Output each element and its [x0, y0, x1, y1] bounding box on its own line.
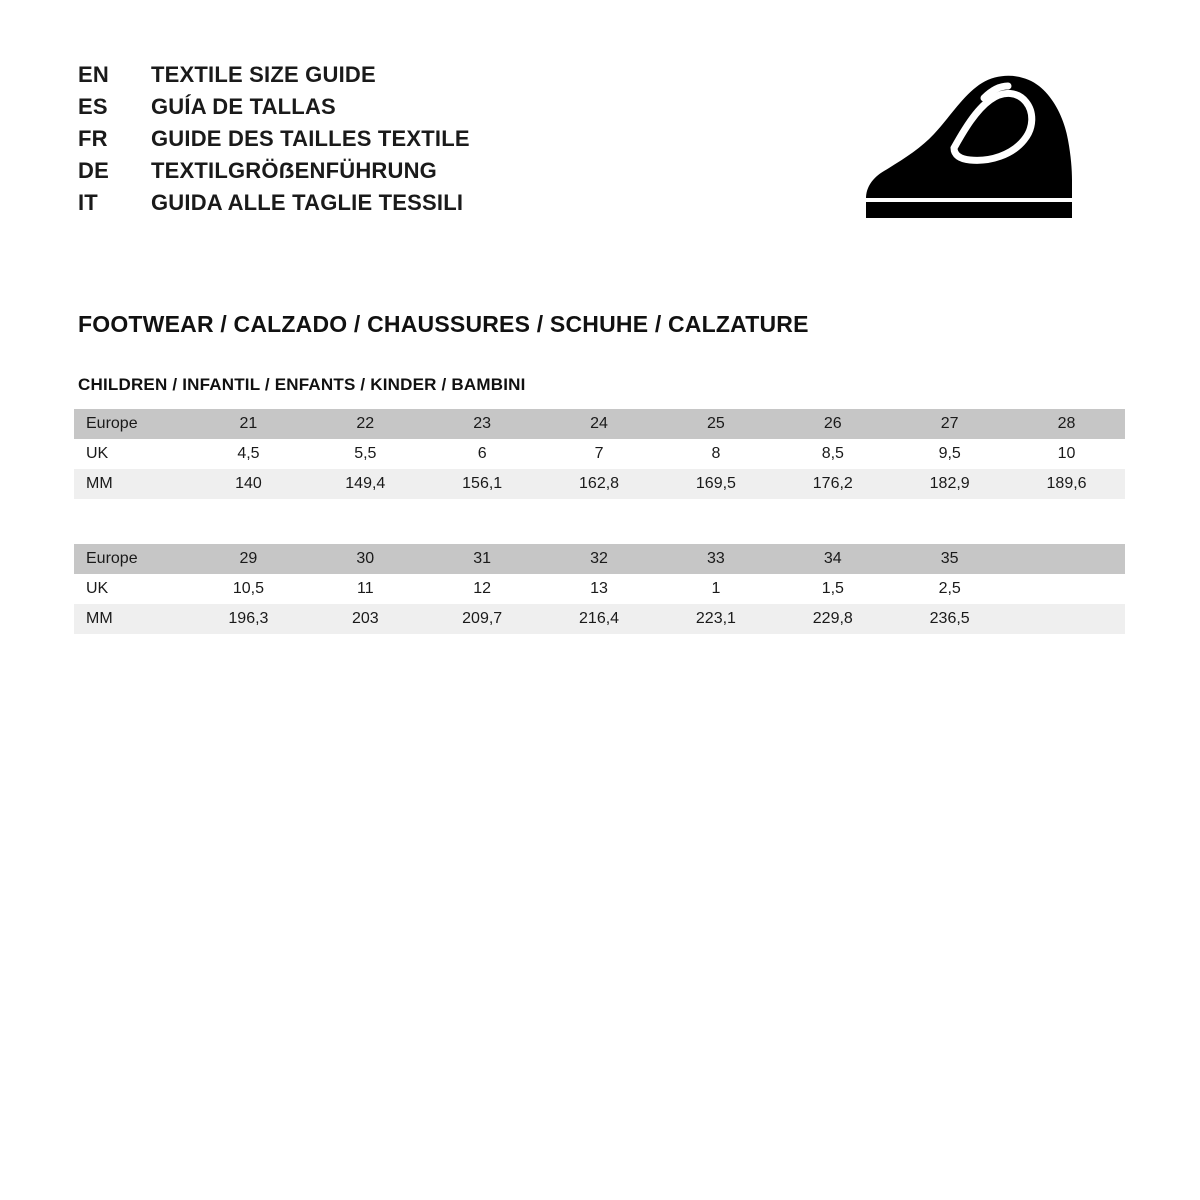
language-row-de — [78, 158, 470, 190]
table-cell: 6 — [424, 439, 541, 469]
table-cell: 27 — [891, 409, 1008, 439]
language-row-en — [78, 62, 470, 94]
table-cell: 23 — [424, 409, 541, 439]
table-cell: 223,1 — [658, 604, 775, 634]
sneaker-shoe-icon — [858, 70, 1078, 225]
group-title: CHILDREN / INFANTIL / ENFANTS / KINDER / BAMBINI — [78, 375, 526, 394]
row-label: Europe — [74, 544, 190, 574]
language-row-es — [78, 94, 470, 126]
table-cell: 169,5 — [658, 469, 775, 499]
language-row-fr — [78, 126, 470, 158]
table-cell: 196,3 — [190, 604, 307, 634]
row-label: Europe — [74, 409, 190, 439]
size-table-children-1 — [74, 409, 1125, 499]
table-cell: 236,5 — [891, 604, 1008, 634]
table-cell: 12 — [424, 574, 541, 604]
row-label: MM — [74, 604, 190, 634]
table-row — [74, 439, 1125, 469]
table-cell: 26 — [774, 409, 891, 439]
table-cell: 4,5 — [190, 439, 307, 469]
language-code: FR — [78, 126, 108, 151]
table-cell: 33 — [658, 544, 775, 574]
table-row — [74, 544, 1125, 574]
table-cell: 31 — [424, 544, 541, 574]
table-cell: 22 — [307, 409, 424, 439]
table-cell: 29 — [190, 544, 307, 574]
table-cell: 209,7 — [424, 604, 541, 634]
table-cell: 1,5 — [774, 574, 891, 604]
table-cell: 203 — [307, 604, 424, 634]
table-cell: 8 — [658, 439, 775, 469]
table-row — [74, 469, 1125, 499]
language-row-it — [78, 190, 470, 222]
header — [78, 62, 1138, 225]
table-cell: 32 — [541, 544, 658, 574]
table-cell: 5,5 — [307, 439, 424, 469]
row-label: MM — [74, 469, 190, 499]
row-label: UK — [74, 574, 190, 604]
language-code: DE — [78, 158, 109, 183]
table-cell: 8,5 — [774, 439, 891, 469]
table-cell: 25 — [658, 409, 775, 439]
table-cell: 2,5 — [891, 574, 1008, 604]
table-cell: 30 — [307, 544, 424, 574]
table-cell: 9,5 — [891, 439, 1008, 469]
table-cell-empty — [1008, 574, 1125, 604]
table-cell: 1 — [658, 574, 775, 604]
table-row — [74, 574, 1125, 604]
table-row — [74, 409, 1125, 439]
row-label: UK — [74, 439, 190, 469]
language-title: TEXTILE SIZE GUIDE — [151, 62, 376, 87]
table-cell: 11 — [307, 574, 424, 604]
table-cell: 162,8 — [541, 469, 658, 499]
language-code: EN — [78, 62, 109, 87]
table-cell: 28 — [1008, 409, 1125, 439]
size-table-children-2 — [74, 544, 1125, 634]
table-cell: 156,1 — [424, 469, 541, 499]
table-cell: 35 — [891, 544, 1008, 574]
table-cell: 176,2 — [774, 469, 891, 499]
language-title: TEXTILGRÖẞENFÜHRUNG — [151, 158, 437, 183]
table-row — [74, 604, 1125, 634]
table-cell: 216,4 — [541, 604, 658, 634]
language-title-list — [78, 62, 470, 222]
table-cell: 10 — [1008, 439, 1125, 469]
language-title: GUIDE DES TAILLES TEXTILE — [151, 126, 470, 151]
table-cell: 24 — [541, 409, 658, 439]
section-title: FOOTWEAR / CALZADO / CHAUSSURES / SCHUHE / CALZATURE — [78, 311, 809, 337]
table-cell: 140 — [190, 469, 307, 499]
language-title: GUIDA ALLE TAGLIE TESSILI — [151, 190, 464, 215]
table-cell: 7 — [541, 439, 658, 469]
table-cell: 13 — [541, 574, 658, 604]
table-cell: 21 — [190, 409, 307, 439]
table-cell: 149,4 — [307, 469, 424, 499]
table-cell: 34 — [774, 544, 891, 574]
table-cell: 189,6 — [1008, 469, 1125, 499]
language-code: IT — [78, 190, 98, 215]
language-title: GUÍA DE TALLAS — [151, 94, 336, 119]
table-cell: 229,8 — [774, 604, 891, 634]
table-cell-empty — [1008, 604, 1125, 634]
table-cell: 10,5 — [190, 574, 307, 604]
language-code: ES — [78, 94, 108, 119]
table-cell: 182,9 — [891, 469, 1008, 499]
table-cell-empty — [1008, 544, 1125, 574]
